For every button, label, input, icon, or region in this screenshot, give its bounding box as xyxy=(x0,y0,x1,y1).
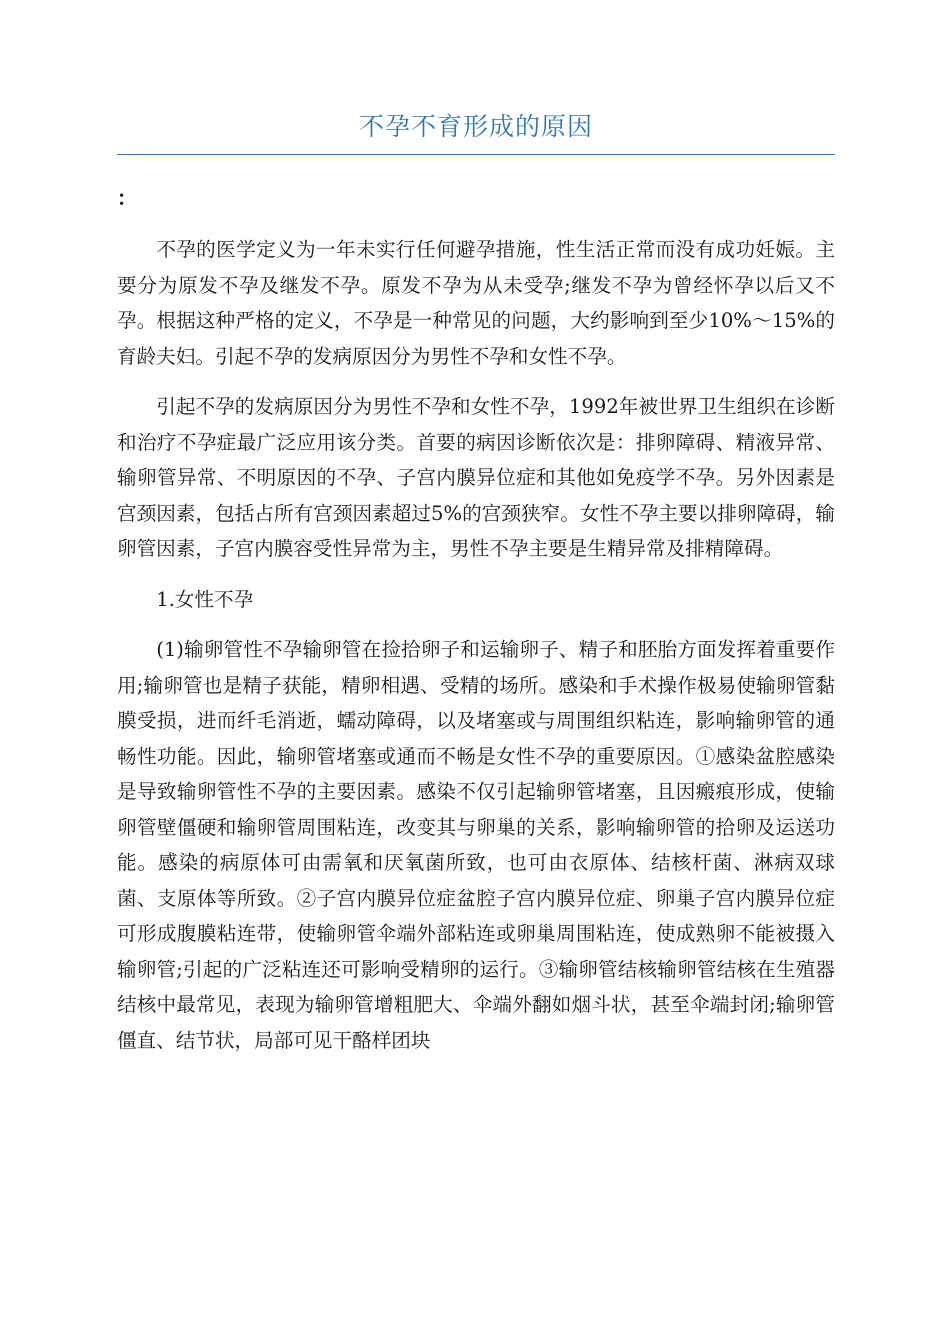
document-body xyxy=(117,232,835,1073)
paragraph-tubal-infertility: (1)输卵管性不孕输卵管在捡拾卵子和运输卵子、精子和胚胎方面发挥着重要作用;输卵管也是精子获能，精卵相遇、受精的场所。感染和手术操作极易使输卵管黏膜受损，进而纤毛消逝，蠕动障碍，以及堵塞或与周围组织粘连，影响输卵管的通畅性功能。因此，输卵管堵塞或通而不畅是女性不孕的重要原因。①感染盆腔感染是导致输卵管性不孕的主要因素。感染不仅引起输卵管堵塞，且因瘢痕形成，使输卵管壁僵硬和输卵管周围粘连，改变其与卵巢的关系，影响输卵管的拾卵及运送功能。感染的病原体可由需氧和厌氧菌所致，也可由衣原体、结核杆菌、淋病双球菌、支原体等所致。②子宫内膜异位症盆腔子宫内膜异位症、卵巢子宫内膜异位症可形成腹膜粘连带，使输卵管伞端外部粘连或卵巢周围粘连，使成熟卵不能被摄入输卵管;引起的广泛粘连还可影响受精卵的运行。③输卵管结核输卵管结核在生殖器结核中最常见，表现为输卵管增粗肥大、伞端外翻如烟斗状，甚至伞端封闭;输卵管僵直、结节状，局部可见干酪样团块 xyxy=(117,638,835,1052)
colon-mark: ： xyxy=(117,186,137,210)
paragraph-definition: 不孕的医学定义为一年未实行任何避孕措施，性生活正常而没有成功妊娠。主要分为原发不孕及继发不孕。原发不孕为从未受孕;继发不孕为曾经怀孕以后又不孕。根据这种严格的定义，不孕是一种常见的问题，大约影响到至少10%～15%的育龄夫妇。引起不孕的发病原因分为男性不孕和女性不孕。 xyxy=(117,238,835,368)
section-heading-female-infertility: 1.女性不孕 xyxy=(156,587,254,611)
page-title: 不孕不育形成的原因 xyxy=(358,112,593,141)
title-underline xyxy=(117,154,835,155)
paragraph-causes: 引起不孕的发病原因分为男性不孕和女性不孕，1992年被世界卫生组织在诊断和治疗不孕症最广泛应用该分类。首要的病因诊断依次是：排卵障碍、精液异常、输卵管异常、不明原因的不孕、子宫内膜异位症和其他如免疫学不孕。另外因素是宫颈因素，包括占所有宫颈因素超过5%的宫颈狭窄。女性不孕主要以排卵障碍，输卵管因素，子宫内膜容受性异常为主，男性不孕主要是生精异常及排精障碍。 xyxy=(117,395,835,560)
